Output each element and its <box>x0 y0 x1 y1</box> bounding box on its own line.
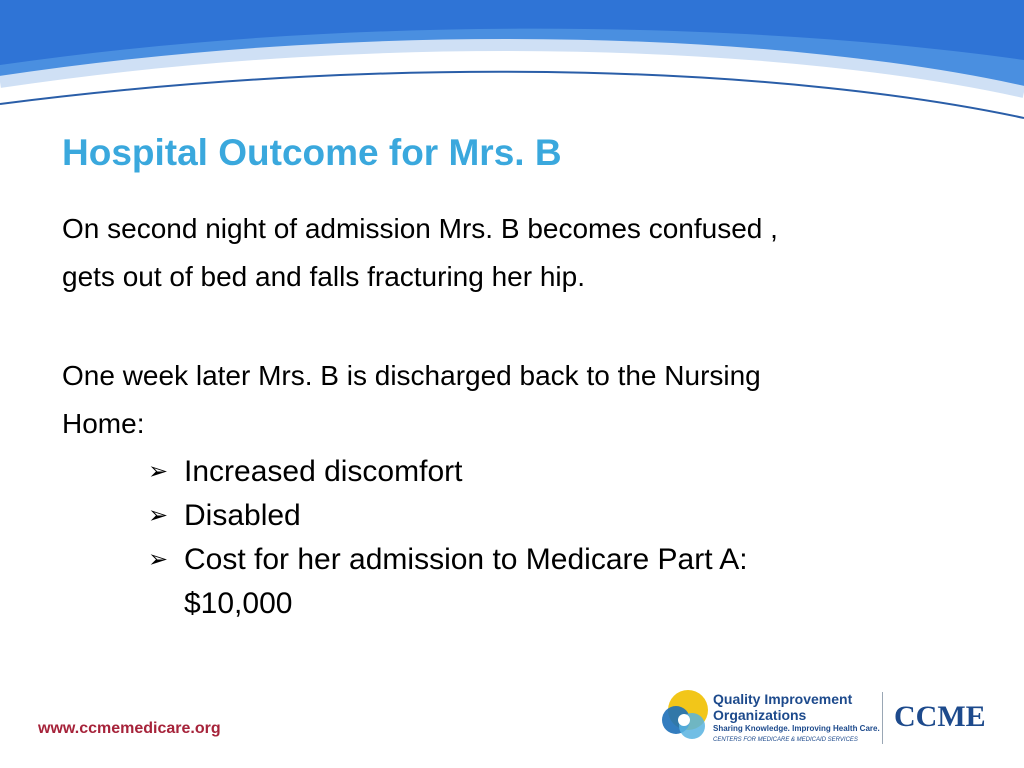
paragraph-fall-event <box>62 205 962 301</box>
qio-tagline: Sharing Knowledge. Improving Health Care. <box>713 724 880 733</box>
slide-title: Hospital Outcome for Mrs. B <box>62 132 562 173</box>
paragraph-line: On second night of admission Mrs. B becomes confused , <box>62 213 778 244</box>
ccme-logo: CCME <box>894 700 986 733</box>
footer-logos <box>660 686 1000 750</box>
qio-cms-label: CENTERS FOR MEDICARE & MEDICAID SERVICES <box>713 737 858 743</box>
logo-divider <box>882 692 883 744</box>
qio-logo-title <box>713 691 852 723</box>
header-swoosh <box>0 0 1024 140</box>
arrow-bullet-icon: ➢ <box>148 502 169 529</box>
paragraph-line: One week later Mrs. B is discharged back to the Nursing <box>62 360 761 391</box>
bullet-text <box>184 538 748 626</box>
list-item <box>148 494 868 538</box>
qio-logo-icon <box>660 686 710 746</box>
bullet-text-line: $10,000 <box>184 587 293 620</box>
outcome-bullet-list <box>148 450 868 626</box>
bullet-text-line: Cost for her admission to Medicare Part A: <box>184 543 748 576</box>
list-item <box>148 450 868 494</box>
qio-logo-line: Quality Improvement <box>713 691 853 707</box>
bullet-text: Increased discomfort <box>184 455 463 488</box>
qio-logo-line: Organizations <box>713 707 807 723</box>
paragraph-line: Home: <box>62 408 145 439</box>
arrow-bullet-icon: ➢ <box>148 458 169 485</box>
bullet-text: Disabled <box>184 499 301 532</box>
paragraph-line: gets out of bed and falls fracturing her hip. <box>62 261 585 292</box>
paragraph-discharge <box>62 352 962 448</box>
list-item <box>148 538 868 626</box>
arrow-bullet-icon: ➢ <box>148 546 169 573</box>
footer-url-link[interactable]: www.ccmemedicare.org <box>38 720 221 737</box>
